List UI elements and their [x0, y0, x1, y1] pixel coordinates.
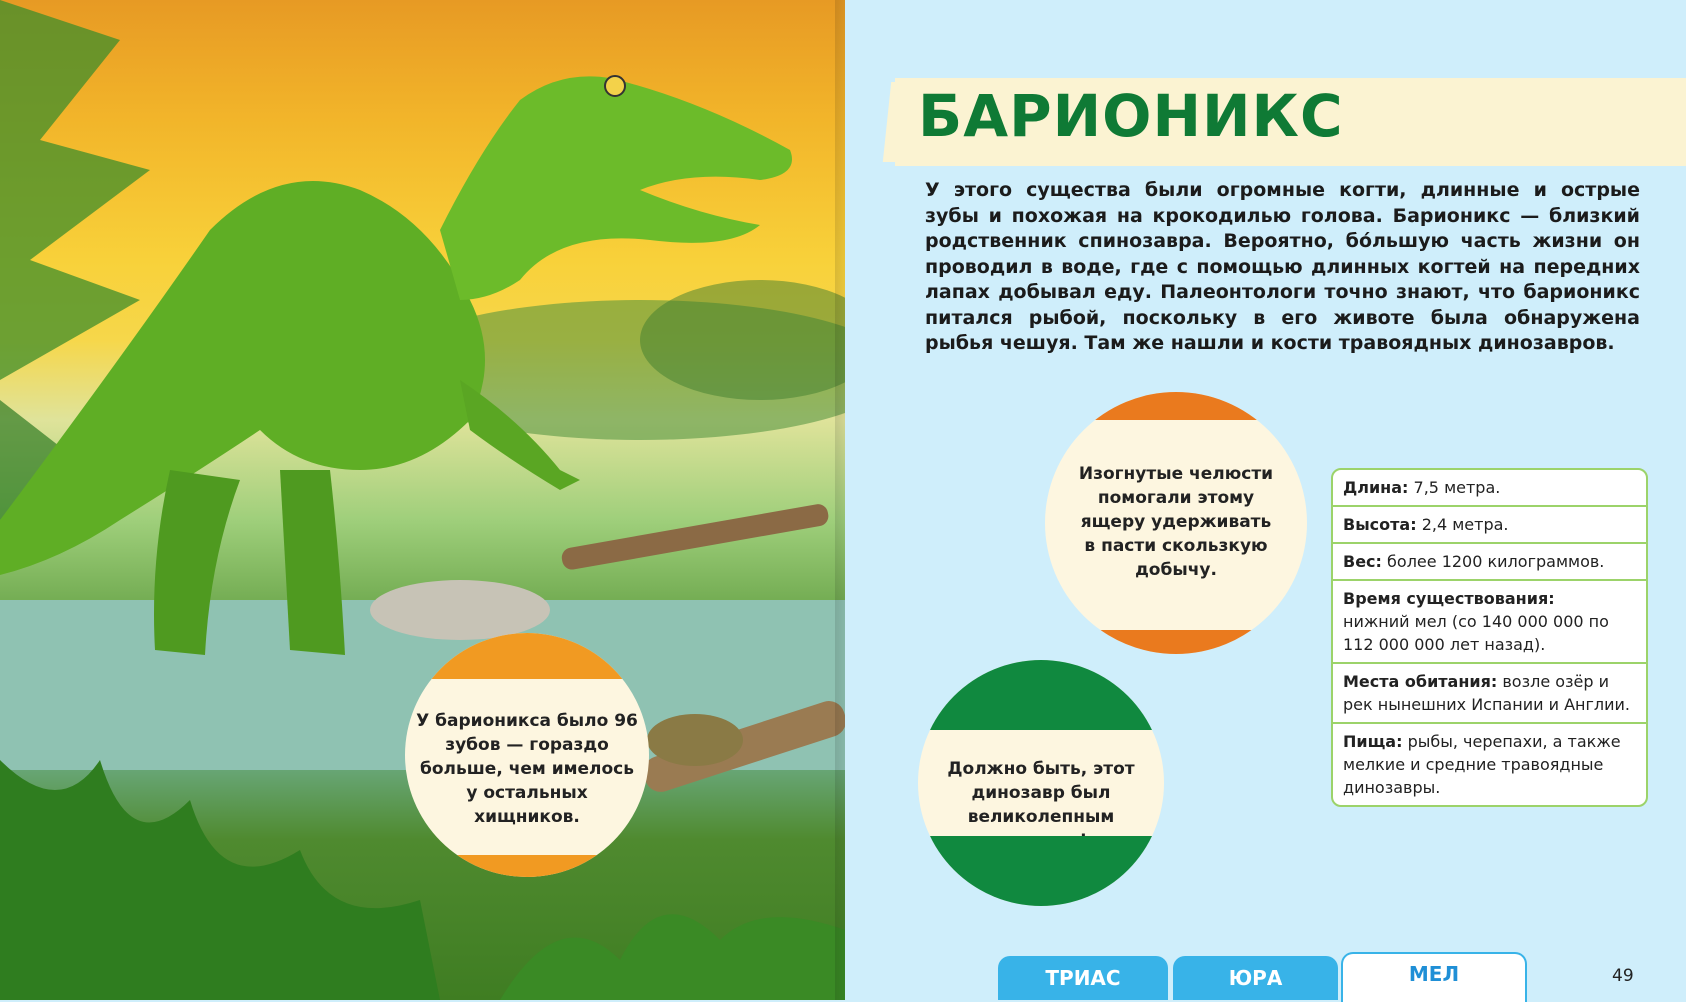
bubble-text: У барионикса было 96 зубов — гораздо больше, чем имелось у остальных хищников. [416, 711, 638, 827]
fact-value: возле озёр и рек нынешних Испании и Англии. [1343, 672, 1630, 714]
fact-label: Пища: [1343, 732, 1403, 751]
facts-table [1331, 468, 1648, 807]
bubble-band [1045, 630, 1307, 654]
bubble-band [405, 855, 649, 877]
intro-paragraph: У этого существа были огромные когти, длинные и острые зубы и похожая на крокодилью голова. Барионикс — близкий родственник спинозавра. Вероятно, бóльшую часть жизни он проводил в воде, где с помощью длинных когтей на передних лапах добывал еду. Палеонтологи точно знают, что барионикс питался рыбой, поскольку в его животе была обнаружена рыбья чешуя. Там же нашли и кости травоядных динозавров. [925, 179, 1640, 354]
fact-value: более 1200 килограммов. [1387, 552, 1605, 571]
page-number: 49 [1612, 966, 1634, 986]
fact-value: рыбы, черепахи, а также мелкие и средние травоядные динозавры. [1343, 732, 1621, 797]
fact-label: Места обитания: [1343, 672, 1498, 691]
fact-value: нижний мел (со 140 000 000 по 112 000 000 лет назад). [1343, 612, 1609, 654]
bubble-band [918, 836, 1164, 906]
fact-bubble-swimmer [918, 660, 1164, 906]
bubble-text: Изогнутые челюсти помогали этому ящеру удерживать в пасти скользкую добычу. [1078, 464, 1274, 580]
fact-row-habitat [1333, 664, 1646, 724]
bubble-band [405, 633, 649, 679]
fact-bubble-teeth [405, 633, 649, 877]
page-title: БАРИОНИКС [918, 82, 1344, 150]
bubble-text: Должно быть, этот динозавр был великолепным [947, 759, 1135, 827]
fact-label: Высота: [1343, 515, 1417, 534]
fact-row-height [1333, 507, 1646, 544]
tab-mel[interactable]: МЕЛ [1341, 952, 1527, 1002]
fact-label: Длина: [1343, 478, 1409, 497]
tab-jura[interactable]: ЮРА [1173, 956, 1338, 1000]
fact-row-period [1333, 581, 1646, 664]
fact-row-food [1333, 724, 1646, 805]
bubble-band [1045, 392, 1307, 420]
bubble-band [918, 660, 1164, 730]
fact-value: 2,4 метра. [1421, 515, 1509, 534]
fact-row-length [1333, 470, 1646, 507]
fact-row-weight [1333, 544, 1646, 581]
tab-trias[interactable]: ТРИАС [998, 956, 1168, 1000]
fact-value: 7,5 метра. [1413, 478, 1501, 497]
fact-label: Вес: [1343, 552, 1382, 571]
fact-label: Время существования: [1343, 589, 1555, 608]
fact-bubble-jaws [1045, 392, 1307, 654]
